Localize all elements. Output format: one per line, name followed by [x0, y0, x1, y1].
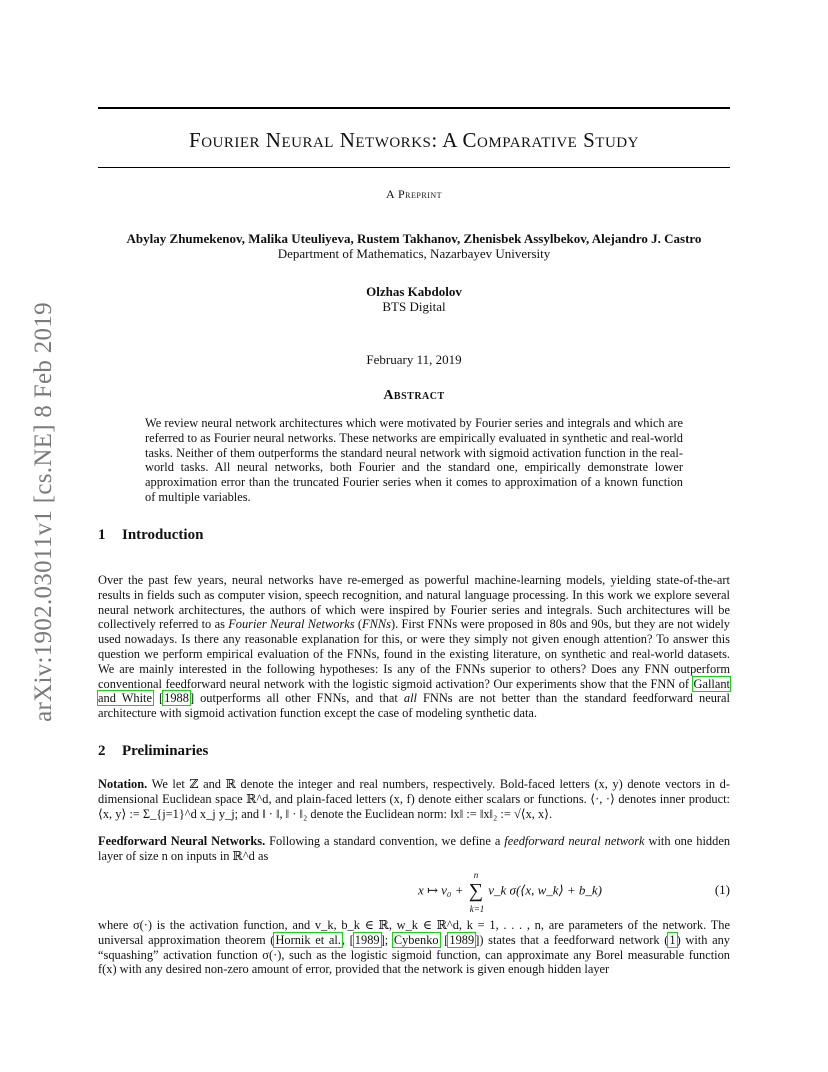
- intro-text-b: ). First FNNs were proposed in 80s and 90s, but they are not widely used nowadays. Is there any reasonable explanation for this, or were they simply not given enough attention? To answer this question we perform empirical evaluation of the FNNs, found in the existing literature, on synthetic and real-world datasets. We are mainly interested in the following hypotheses: Is any of the FNNs superior to others? Does any FNN outperform conventional feedforward neural network with the logistic sigmoid activation? Our experiments show that the FNN of: [98, 617, 730, 691]
- preprint-label: A Preprint: [385, 187, 442, 201]
- citation-cybenko[interactable]: Cybenko: [393, 932, 439, 947]
- intro-text-d: FNNs are not better than the standard feedforward neural architecture with sigmoid activation function except the case of modeling synthetic data.: [98, 691, 730, 721]
- ffnn-paragraph: [98, 834, 730, 864]
- after-equation-paragraph: where σ(·) is the activation function, and v_k, b_k ∈ ℝ, w_k ∈ ℝ^d, k = 1, . . . , n, are parameters of the network. The universal approximation theorem (Hornik et al., [1989]; Cybenko [1989]) states that a feedforward network (1) with any “squashing” activation function σ(·), such as the logistic sigmoid function, can approximate any Borel measurable function f(x) with any desired non-zero amount of error, provided that the network is given enough hidden layer: [98, 918, 730, 977]
- citation-separator: ;: [384, 932, 393, 947]
- intro-paren: (: [354, 617, 363, 632]
- intro-emphasis-all: all: [403, 691, 417, 706]
- equation-number: (1): [714, 882, 730, 897]
- ffnn-text-b: with one hidden layer of size n on inputs in ℝ^d as: [98, 834, 731, 863]
- equation-1: [98, 872, 730, 912]
- after-eq-text-c: ) with any “squashing” activation function σ(·), such as the logistic sigmoid function, can approximate any Borel measurable function f(x) with any desired non-zero amount of error, provided that the network is given enough hidden layer: [98, 932, 730, 977]
- author-list-1: Abylay Zhumekenov, Malika Uteuliyeva, Rustem Takhanov, Zhenisbek Assylbekov, Alejandro J. Castro: [126, 231, 702, 246]
- equation-right: v_k σ(⟨x, w_k⟩ + b_k): [488, 882, 603, 898]
- section-2-heading: [98, 743, 208, 760]
- section-2-title: Preliminaries: [122, 743, 209, 759]
- arxiv-stamp: arXiv:1902.03011v1 [cs.NE] 8 Feb 2019: [30, 302, 57, 722]
- section-1-title: Introduction: [122, 527, 204, 543]
- ffnn-text-a: Following a standard convention, we define a: [265, 834, 505, 848]
- introduction-paragraph: Over the past few years, neural networks have re-emerged as powerful machine-learning models, yielding state-of-the-art results in fields such as computer vision, speech recognition, and natural language processing. In this work we explore several neural network architectures, the authors of which were inspired by Fourier series and integrals. Such architectures will be collectively referred to as Fourier Neural Networks (FNNs). First FNNs were proposed in 80s and 90s, but they are not widely used nowadays. Is there any reasonable explanation for this, or were they simply not given enough attention? To answer this question we perform empirical evaluation of the FNNs, found in the existing literature, on synthetic and real-world datasets. We are mainly interested in the following hypotheses: Is any of the FNNs superior to others? Does any FNN outperform conventional feedforward neural network with the logistic sigmoid activation? Our experiments show that the FNN of Gallant and White [1988] outperforms all other FNNs, and that all FNNs are not better than the standard feedforward neural architecture with sigmoid activation function except the case of modeling synthetic data.: [98, 573, 730, 721]
- paper-title: Fourier Neural Networks: A Comparative Study: [189, 128, 639, 152]
- sum-upper-limit: n: [473, 870, 479, 880]
- intro-text-c: outperforms all other FNNs, and that: [194, 691, 404, 706]
- citation-hornik[interactable]: Hornik et al.: [275, 932, 341, 947]
- section-2-number: 2: [98, 743, 106, 759]
- equation-reference-link[interactable]: 1: [669, 932, 676, 947]
- citation-hornik-year[interactable]: 1989: [354, 932, 380, 947]
- notation-text: We let ℤ and ℝ denote the integer and real numbers, respectively. Bold-faced letters (x, y) denote vectors in d-dimensional Euclidean space ℝ^d, and plain-faced letters (x, f) denote either scalars or functions. ⟨·, ·⟩ denotes inner product: ⟨x, y⟩ := Σ_{j=1}^d x_j y_j; and ‖ · ‖, ‖ · ‖₂ denote the Euclidean norm: ‖x‖ := ‖x‖₂ := √⟨x, x⟩.: [98, 777, 730, 821]
- after-eq-text-b: ) states that a feedforward network (: [479, 932, 669, 947]
- abstract-heading: Abstract: [383, 388, 445, 403]
- section-1-heading: [98, 527, 203, 544]
- title-top-rule: [98, 107, 730, 109]
- citation-gallant-white[interactable]: Gallant and White: [98, 676, 730, 706]
- ffnn-label: Feedforward Neural Networks.: [98, 834, 266, 848]
- affiliation-1: Department of Mathematics, Nazarbayev University: [277, 246, 551, 261]
- ffnn-emphasis: feedforward neural network: [504, 834, 645, 848]
- title-bottom-rule: [98, 167, 730, 168]
- citation-gallant-white-year[interactable]: 1988: [164, 691, 189, 706]
- intro-emphasis-fnn: Fourier Neural Networks: [228, 617, 355, 632]
- equation-body: [418, 870, 603, 914]
- affiliation-2: BTS Digital: [382, 299, 446, 314]
- equation-left: x ↦ v₀ +: [418, 882, 464, 898]
- author-list-2: Olzhas Kabdolov: [366, 284, 462, 299]
- section-1-number: 1: [98, 527, 106, 543]
- intro-text-a: Over the past few years, neural networks have re-emerged as powerful machine-learning models, yielding state-of-the-art results in fields such as computer vision, speech recognition, and natural language processing. In this work we explore several neural network architectures, the authors of which were inspired by Fourier series and integrals. Such architectures will be collectively referred to as: [98, 573, 730, 632]
- abstract-text: We review neural network architectures which were motivated by Fourier series and integrals and which are referred to as Fourier neural networks. These networks are empirically evaluated in synthetic and real-world tasks. Neither of them outperforms the standard neural network with sigmoid activation function in the real-world tasks. All neural networks, both Fourier and the standard one, empirically demonstrate lower approximation error than the truncated Fourier series when it comes to approximation of a known function of multiple variables.: [145, 416, 683, 504]
- intro-emphasis-fnns: FNNs: [362, 617, 391, 632]
- notation-paragraph: [98, 777, 730, 821]
- paper-date: February 11, 2019: [366, 352, 462, 367]
- citation-cybenko-year[interactable]: 1989: [449, 932, 475, 947]
- summation-symbol: ∑ n k=1: [468, 870, 485, 914]
- notation-label: Notation.: [98, 777, 148, 791]
- after-eq-text-a: where σ(·) is the activation function, and v_k, b_k ∈ ℝ, w_k ∈ ℝ^d, k = 1, . . . , n, are parameters of the network. The universal approximation theorem (: [98, 918, 730, 947]
- sum-lower-limit: k=1: [469, 904, 485, 914]
